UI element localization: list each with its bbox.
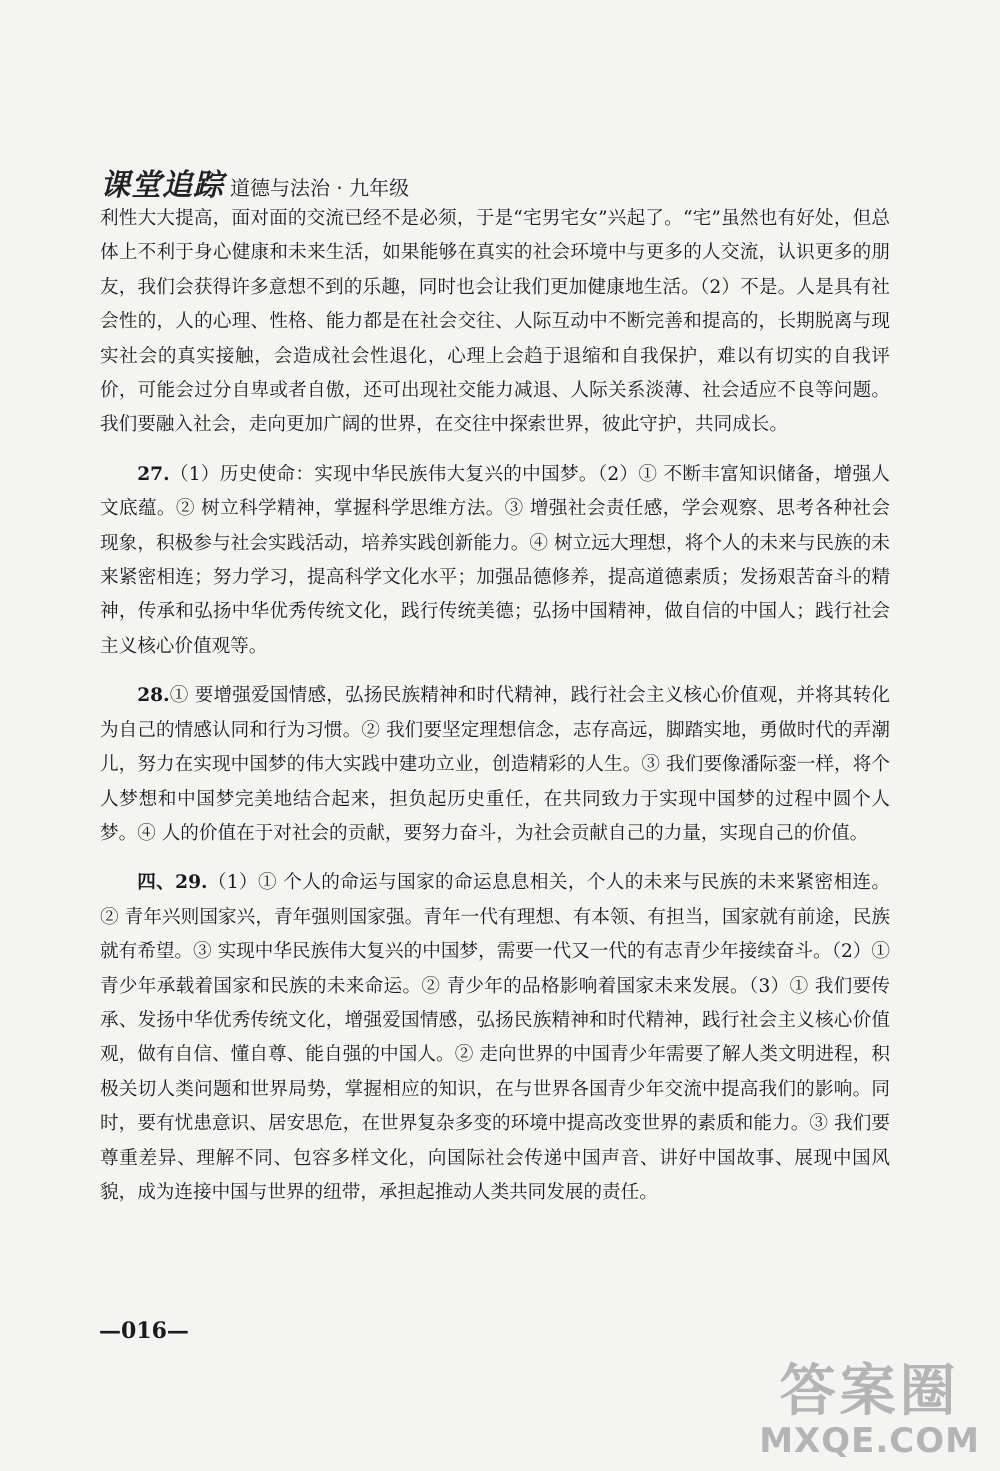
answer-28 (100, 679, 890, 851)
question-number: 27. (137, 463, 170, 485)
paragraph-text: （1）① 个人的命运与国家的命运息息相关，个人的未来与民族的未来紧密相连。② 青年兴则国家兴，青年强则国家强。青年一代有理想、有本领、有担当，国家就有前途，民族就有希望。③ 实现中华民族伟大复兴的中国梦，需要一代又一代的有志青少年接续奋斗。（2）① 青少年承载着国家和民族的未来命运。② 青少年的品格影响着国家未来发展。（3）① 我们要传承、发扬中华优秀传统文化，增强爱国情感，弘扬民族精神和时代精神，践行社会主义核心价值观，做有自信、懂自尊、能自强的中国人。② 走向世界的中国青少年需要了解人类文明进程，积极关切人类问题和世界局势，掌握相应的知识，在与世界各国青少年交流中提高我们的影响。同时，要有忧患意识、居安思危，在世界复杂多变的环境中提高改变世界的素质和能力。③ 我们要尊重差异、理解不同、包容多样文化，向国际社会传递中国声音、讲好中国故事、展现中国风貌，成为连接中国与世界的纽带，承担起推动人类共同发展的责任。 (100, 872, 890, 1203)
question-number: 28. (137, 685, 170, 707)
answer-content (100, 202, 890, 1225)
paragraph-text: （1）历史使命：实现中华民族伟大复兴的中国梦。（2）① 不断丰富知识储备，增强人文底蕴。② 树立科学精神，掌握科学思维方法。③ 增强社会责任感，学会观察、思考各种社会现象，积极参与社会实践活动，培养实践创新能力。④ 树立远大理想，将个人的未来与民族的未来紧密相连；努力学习，提高科学文化水平；加强品德修养，提高道德素质；发扬艰苦奋斗的精神，传承和弘扬中华优秀传统文化，践行传统美德；弘扬中国精神，做自信的中国人；践行社会主义核心价值观等。 (100, 463, 890, 657)
paragraph-text: 利性大大提高，面对面的交流已经不是必须，于是“宅男宅女”兴起了。“宅”虽然也有好处，但总体上不利于身心健康和未来生活，如果能够在真实的社会环境中与更多的人交流，认识更多的朋友，我们会获得许多意想不到的乐趣，同时也会让我们更加健康地生活。（2）不是。人是具有社会性的，人的心理、性格、能力都是在社会交往、人际互动中不断完善和提高的，长期脱离与现实社会的真实接触，会造成社会性退化，心理上会趋于退缩和自我保护，难以有切实的自我评价，可能会过分自卑或者自傲，还可出现社交能力减退、人际关系淡薄、社会适应不良等问题。我们要融入社会，走向更加广阔的世界，在交往中探索世界，彼此守护，共同成长。 (100, 208, 890, 436)
subject-title: 道德与法治 · 九年级 (230, 176, 410, 200)
brand-logo: 课堂追踪 (100, 168, 224, 203)
site-watermark (759, 1359, 980, 1461)
paragraph-text: ① 要增强爱国情感，弘扬民族精神和时代精神，践行社会主义核心价值观，并将其转化为自己的情感认同和行为习惯。② 我们要坚定理想信念，志存高远，脚踏实地，勇做时代的弄潮儿，努力在实现中国梦的伟大实践中建功立业，创造精彩的人生。③ 我们要像潘际銮一样，将个人梦想和中国梦完美地结合起来，担负起历史重任，在共同致力于实现中国梦的过程中圆个人梦。④ 人的价值在于对社会的贡献，要努力奋斗，为社会贡献自己的力量，实现自己的价值。 (100, 685, 890, 844)
question-number: 四、29. (137, 872, 208, 894)
answer-27 (100, 458, 890, 664)
watermark-url: MXQE.COM (759, 1421, 980, 1461)
paragraph-continuation (100, 202, 890, 443)
page-number: —016— (99, 1318, 189, 1344)
answer-29 (100, 866, 890, 1210)
watermark-logo-text: 答案圈 (779, 1359, 960, 1424)
page-header (100, 160, 409, 204)
